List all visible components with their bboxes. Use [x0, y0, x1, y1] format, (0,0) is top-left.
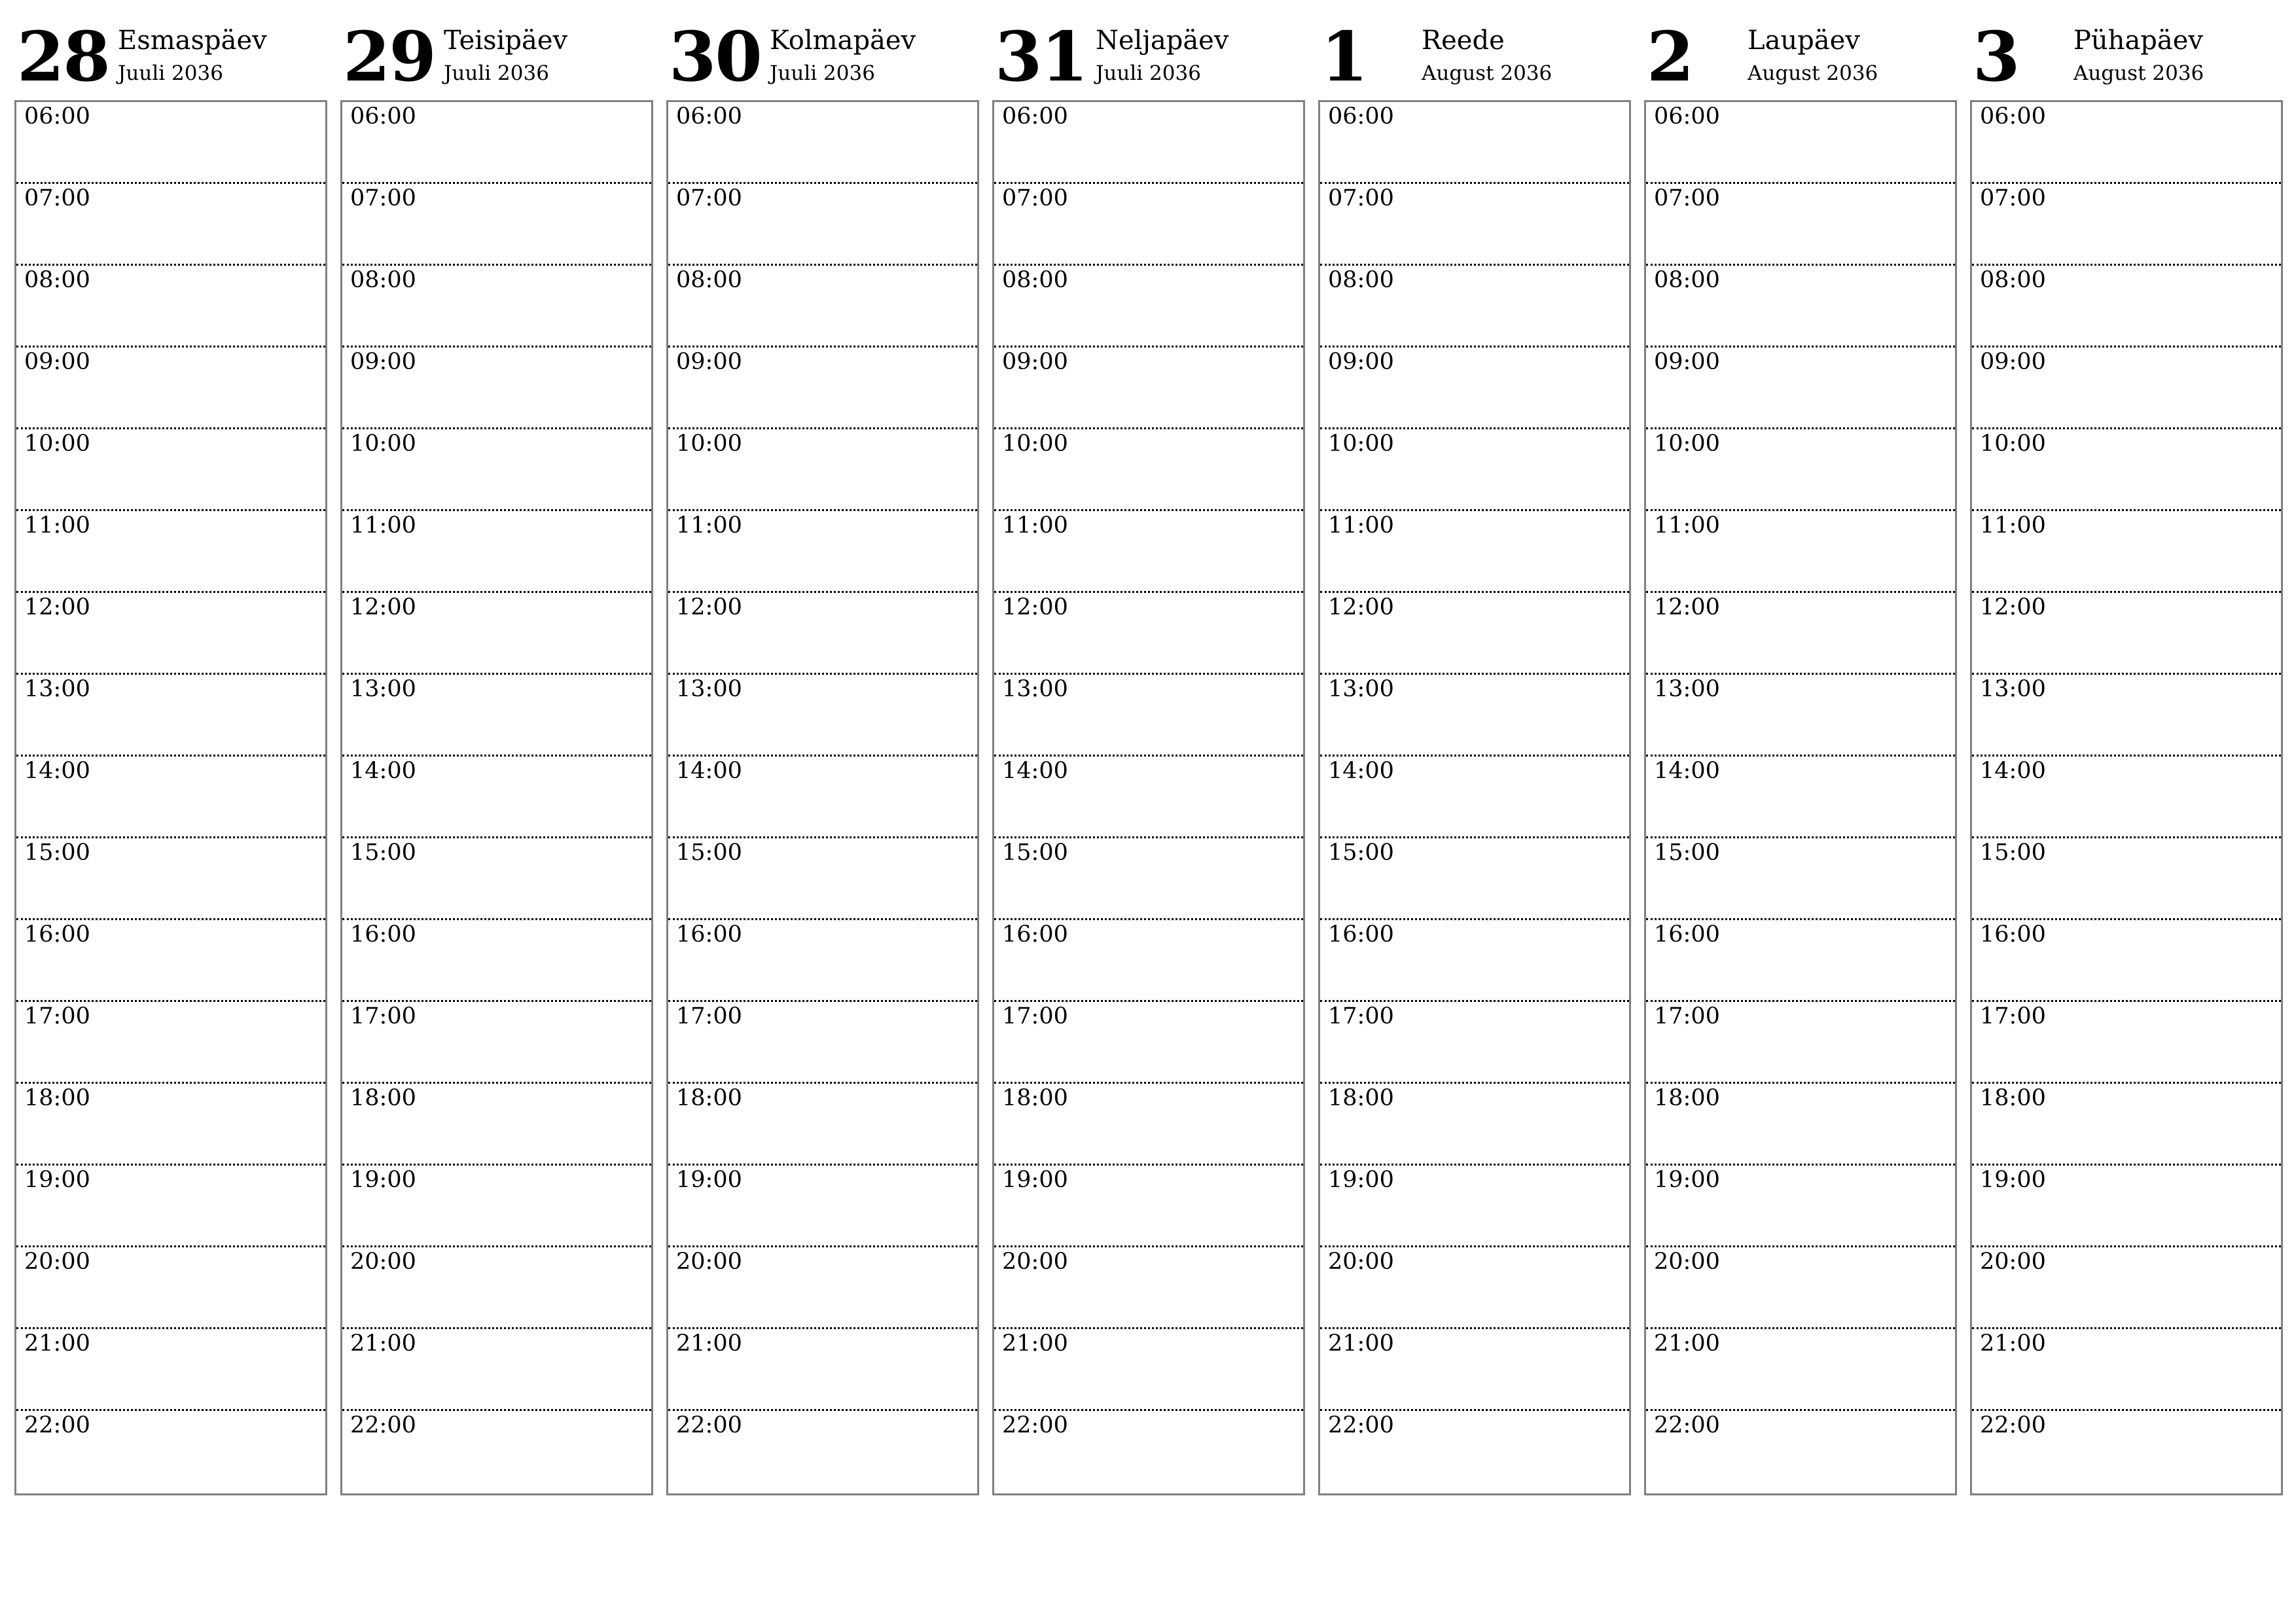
day-number: 1 [1321, 16, 1367, 97]
time-label: 07:00 [676, 185, 742, 211]
weekday-name: Teisipäev [444, 26, 568, 56]
time-label: 22:00 [1980, 1412, 2046, 1438]
time-label: 19:00 [676, 1167, 742, 1193]
time-label: 18:00 [676, 1085, 742, 1111]
weekday-name: Pühapäev [2073, 26, 2204, 56]
time-slot[interactable] [1972, 838, 2281, 920]
time-label: 18:00 [350, 1085, 416, 1111]
day-schedule-box [1318, 100, 1631, 1495]
time-label: 08:00 [1328, 267, 1394, 293]
time-slot[interactable] [16, 838, 325, 920]
time-slot[interactable] [994, 511, 1303, 593]
time-label: 15:00 [1002, 840, 1068, 866]
time-label: 08:00 [1980, 267, 2046, 293]
time-label: 11:00 [350, 512, 416, 539]
time-label: 20:00 [350, 1249, 416, 1275]
time-slot[interactable] [1972, 1002, 2281, 1084]
time-slot[interactable] [994, 1166, 1303, 1247]
time-slot[interactable] [342, 1329, 651, 1411]
time-label: 20:00 [24, 1249, 90, 1275]
time-slot[interactable] [994, 266, 1303, 348]
time-label: 17:00 [24, 1003, 90, 1029]
time-label: 18:00 [1980, 1085, 2046, 1111]
time-label: 14:00 [1002, 758, 1068, 784]
time-label: 17:00 [1328, 1003, 1394, 1029]
time-slot[interactable] [342, 266, 651, 348]
time-slot[interactable] [1972, 1084, 2281, 1166]
time-label: 06:00 [1002, 103, 1068, 130]
time-label: 16:00 [676, 921, 742, 948]
time-label: 09:00 [1654, 349, 1720, 375]
time-label: 20:00 [1980, 1249, 2046, 1275]
time-slot[interactable] [1972, 593, 2281, 675]
day-header [992, 16, 1304, 99]
time-slot[interactable] [342, 1411, 651, 1493]
time-slot[interactable] [1972, 348, 2281, 429]
day-header [1970, 16, 2282, 99]
time-label: 07:00 [1980, 185, 2046, 211]
time-label: 17:00 [1980, 1003, 2046, 1029]
time-label: 16:00 [1328, 921, 1394, 948]
day-header [340, 16, 652, 99]
time-slot[interactable] [994, 838, 1303, 920]
time-slot[interactable] [668, 1329, 977, 1411]
time-slot[interactable] [1646, 1166, 1955, 1247]
weekday-name: Laupäev [1748, 26, 1860, 56]
day-schedule-box [1644, 100, 1957, 1495]
time-slot[interactable] [994, 102, 1303, 184]
time-label: 22:00 [350, 1412, 416, 1438]
day-number: 30 [669, 16, 761, 97]
time-slot[interactable] [1972, 511, 2281, 593]
time-label: 20:00 [1002, 1249, 1068, 1275]
time-label: 12:00 [676, 594, 742, 620]
time-slot[interactable] [668, 184, 977, 266]
time-slot[interactable] [342, 102, 651, 184]
day-schedule-box [1970, 100, 2283, 1495]
time-slot[interactable] [16, 1166, 325, 1247]
time-slot[interactable] [668, 1247, 977, 1329]
time-label: 21:00 [1654, 1330, 1720, 1357]
time-slot[interactable] [668, 838, 977, 920]
time-slot[interactable] [16, 1247, 325, 1329]
day-schedule-box [666, 100, 979, 1495]
time-slot[interactable] [994, 348, 1303, 429]
time-label: 09:00 [350, 349, 416, 375]
day-column [1644, 16, 1956, 1501]
time-slot[interactable] [1646, 348, 1955, 429]
time-label: 19:00 [1654, 1167, 1720, 1193]
time-label: 09:00 [1328, 349, 1394, 375]
time-slot[interactable] [668, 593, 977, 675]
time-slot[interactable] [1972, 1329, 2281, 1411]
time-slot[interactable] [16, 1411, 325, 1493]
time-slot[interactable] [16, 1002, 325, 1084]
time-label: 15:00 [1980, 840, 2046, 866]
time-label: 10:00 [24, 431, 90, 457]
time-label: 12:00 [1328, 594, 1394, 620]
day-schedule-box [340, 100, 653, 1495]
time-label: 22:00 [676, 1412, 742, 1438]
time-slot[interactable] [16, 920, 325, 1002]
time-label: 16:00 [1980, 921, 2046, 948]
time-slot[interactable] [1972, 184, 2281, 266]
day-number: 28 [17, 16, 109, 97]
time-label: 16:00 [1654, 921, 1720, 948]
time-label: 15:00 [676, 840, 742, 866]
time-label: 08:00 [676, 267, 742, 293]
day-column [992, 16, 1304, 1501]
time-slot[interactable] [668, 266, 977, 348]
time-slot[interactable] [1320, 675, 1629, 757]
time-slot[interactable] [994, 1247, 1303, 1329]
time-label: 18:00 [24, 1085, 90, 1111]
time-label: 21:00 [676, 1330, 742, 1357]
time-slot[interactable] [1972, 1411, 2281, 1493]
time-slot[interactable] [16, 266, 325, 348]
time-label: 19:00 [350, 1167, 416, 1193]
time-label: 11:00 [676, 512, 742, 539]
time-label: 10:00 [1002, 431, 1068, 457]
time-label: 16:00 [1002, 921, 1068, 948]
time-slot[interactable] [1646, 920, 1955, 1002]
time-slot[interactable] [342, 757, 651, 838]
time-slot[interactable] [16, 184, 325, 266]
time-label: 17:00 [350, 1003, 416, 1029]
day-header [14, 16, 326, 99]
time-label: 14:00 [676, 758, 742, 784]
day-number: 3 [1973, 16, 2019, 97]
month-year: Juuli 2036 [118, 62, 223, 85]
weekday-name: Neljapäev [1096, 26, 1229, 56]
day-number: 31 [995, 16, 1087, 97]
time-slot[interactable] [342, 920, 651, 1002]
time-label: 16:00 [24, 921, 90, 948]
time-label: 20:00 [1328, 1249, 1394, 1275]
month-year: Juuli 2036 [444, 62, 549, 85]
time-slot[interactable] [342, 675, 651, 757]
time-label: 17:00 [676, 1003, 742, 1029]
time-label: 21:00 [1980, 1330, 2046, 1357]
time-label: 21:00 [24, 1330, 90, 1357]
day-column [1970, 16, 2282, 1501]
time-slot[interactable] [994, 1329, 1303, 1411]
time-label: 14:00 [1654, 758, 1720, 784]
time-slot[interactable] [1320, 838, 1629, 920]
time-label: 20:00 [1654, 1249, 1720, 1275]
time-slot[interactable] [16, 757, 325, 838]
time-slot[interactable] [1972, 102, 2281, 184]
time-slot[interactable] [1972, 429, 2281, 511]
time-label: 06:00 [1328, 103, 1394, 130]
time-label: 18:00 [1002, 1085, 1068, 1111]
day-number: 29 [343, 16, 435, 97]
time-label: 11:00 [1002, 512, 1068, 539]
day-header [1318, 16, 1630, 99]
time-label: 06:00 [24, 103, 90, 130]
time-label: 09:00 [1980, 349, 2046, 375]
time-slot[interactable] [342, 1247, 651, 1329]
time-label: 19:00 [1328, 1167, 1394, 1193]
time-label: 09:00 [1002, 349, 1068, 375]
time-slot[interactable] [1646, 1002, 1955, 1084]
time-label: 21:00 [350, 1330, 416, 1357]
time-label: 19:00 [24, 1167, 90, 1193]
time-slot[interactable] [1320, 511, 1629, 593]
time-slot[interactable] [16, 675, 325, 757]
weekly-planner [14, 16, 2283, 1501]
time-slot[interactable] [994, 429, 1303, 511]
time-label: 08:00 [1654, 267, 1720, 293]
time-slot[interactable] [1646, 1329, 1955, 1411]
time-label: 12:00 [1002, 594, 1068, 620]
time-label: 13:00 [1002, 676, 1068, 702]
weekday-name: Kolmapäev [770, 26, 916, 56]
time-label: 22:00 [1328, 1412, 1394, 1438]
time-slot[interactable] [994, 593, 1303, 675]
time-slot[interactable] [342, 1084, 651, 1166]
time-label: 17:00 [1002, 1003, 1068, 1029]
time-label: 08:00 [1002, 267, 1068, 293]
time-label: 09:00 [676, 349, 742, 375]
time-slot[interactable] [342, 1002, 651, 1084]
time-label: 13:00 [1654, 676, 1720, 702]
time-slot[interactable] [1972, 675, 2281, 757]
time-slot[interactable] [668, 920, 977, 1002]
time-slot[interactable] [1646, 429, 1955, 511]
time-slot[interactable] [1320, 1002, 1629, 1084]
time-slot[interactable] [16, 102, 325, 184]
time-slot[interactable] [1320, 1411, 1629, 1493]
time-slot[interactable] [1320, 1247, 1629, 1329]
time-slot[interactable] [1646, 511, 1955, 593]
time-label: 15:00 [350, 840, 416, 866]
time-slot[interactable] [1320, 348, 1629, 429]
time-slot[interactable] [1646, 593, 1955, 675]
time-label: 10:00 [676, 431, 742, 457]
time-label: 07:00 [24, 185, 90, 211]
time-label: 18:00 [1654, 1085, 1720, 1111]
time-slot[interactable] [1320, 1166, 1629, 1247]
time-label: 20:00 [676, 1249, 742, 1275]
time-label: 07:00 [1654, 185, 1720, 211]
month-year: Juuli 2036 [770, 62, 875, 85]
time-label: 22:00 [24, 1412, 90, 1438]
time-slot[interactable] [342, 1166, 651, 1247]
time-label: 15:00 [1654, 840, 1720, 866]
time-slot[interactable] [668, 102, 977, 184]
time-label: 14:00 [350, 758, 416, 784]
time-label: 19:00 [1002, 1167, 1068, 1193]
time-label: 16:00 [350, 921, 416, 948]
time-label: 08:00 [24, 267, 90, 293]
time-slot[interactable] [1646, 1084, 1955, 1166]
time-slot[interactable] [668, 1084, 977, 1166]
month-year: August 2036 [1748, 62, 1878, 85]
time-slot[interactable] [1972, 1166, 2281, 1247]
time-slot[interactable] [1320, 184, 1629, 266]
time-label: 13:00 [676, 676, 742, 702]
time-label: 06:00 [350, 103, 416, 130]
day-schedule-box [14, 100, 327, 1495]
time-label: 14:00 [1328, 758, 1394, 784]
time-label: 06:00 [676, 103, 742, 130]
time-slot[interactable] [1646, 1411, 1955, 1493]
time-label: 15:00 [1328, 840, 1394, 866]
time-label: 22:00 [1002, 1412, 1068, 1438]
time-slot[interactable] [668, 757, 977, 838]
time-slot[interactable] [342, 838, 651, 920]
time-label: 19:00 [1980, 1167, 2046, 1193]
time-slot[interactable] [1320, 1329, 1629, 1411]
time-label: 11:00 [1980, 512, 2046, 539]
day-column [666, 16, 978, 1501]
time-label: 12:00 [24, 594, 90, 620]
time-label: 13:00 [24, 676, 90, 702]
time-slot[interactable] [668, 429, 977, 511]
time-label: 22:00 [1654, 1412, 1720, 1438]
month-year: August 2036 [1422, 62, 1552, 85]
time-slot[interactable] [1646, 757, 1955, 838]
time-slot[interactable] [1646, 184, 1955, 266]
time-label: 10:00 [350, 431, 416, 457]
weekday-name: Reede [1422, 26, 1505, 56]
time-slot[interactable] [16, 593, 325, 675]
time-slot[interactable] [994, 1002, 1303, 1084]
time-slot[interactable] [342, 429, 651, 511]
time-slot[interactable] [1972, 757, 2281, 838]
day-column [340, 16, 652, 1501]
time-slot[interactable] [1972, 1247, 2281, 1329]
time-slot[interactable] [1320, 102, 1629, 184]
time-slot[interactable] [668, 1002, 977, 1084]
time-slot[interactable] [1320, 757, 1629, 838]
time-slot[interactable] [1972, 266, 2281, 348]
time-slot[interactable] [994, 1411, 1303, 1493]
day-header [1644, 16, 1956, 99]
time-slot[interactable] [1646, 266, 1955, 348]
time-slot[interactable] [668, 675, 977, 757]
time-slot[interactable] [342, 348, 651, 429]
time-slot[interactable] [342, 184, 651, 266]
time-label: 18:00 [1328, 1085, 1394, 1111]
time-label: 10:00 [1654, 431, 1720, 457]
time-label: 12:00 [1980, 594, 2046, 620]
weekday-name: Esmaspäev [118, 26, 267, 56]
month-year: Juuli 2036 [1096, 62, 1201, 85]
time-label: 06:00 [1654, 103, 1720, 130]
time-slot[interactable] [1320, 266, 1629, 348]
time-slot[interactable] [1320, 1084, 1629, 1166]
time-slot[interactable] [16, 511, 325, 593]
time-label: 10:00 [1328, 431, 1394, 457]
day-number: 2 [1647, 16, 1693, 97]
month-year: August 2036 [2073, 62, 2204, 85]
time-label: 07:00 [1328, 185, 1394, 211]
time-label: 15:00 [24, 840, 90, 866]
time-slot[interactable] [1972, 920, 2281, 1002]
day-column [1318, 16, 1630, 1501]
time-label: 17:00 [1654, 1003, 1720, 1029]
time-slot[interactable] [16, 429, 325, 511]
time-label: 09:00 [24, 349, 90, 375]
time-label: 21:00 [1328, 1330, 1394, 1357]
time-slot[interactable] [342, 511, 651, 593]
time-slot[interactable] [16, 348, 325, 429]
time-label: 21:00 [1002, 1330, 1068, 1357]
time-label: 10:00 [1980, 431, 2046, 457]
day-column [14, 16, 326, 1501]
time-slot[interactable] [994, 184, 1303, 266]
time-slot[interactable] [1646, 675, 1955, 757]
time-slot[interactable] [1320, 429, 1629, 511]
time-label: 06:00 [1980, 103, 2046, 130]
time-slot[interactable] [1320, 593, 1629, 675]
time-slot[interactable] [1646, 838, 1955, 920]
time-label: 12:00 [1654, 594, 1720, 620]
time-slot[interactable] [994, 757, 1303, 838]
time-label: 13:00 [1980, 676, 2046, 702]
time-slot[interactable] [1320, 920, 1629, 1002]
time-slot[interactable] [668, 348, 977, 429]
time-slot[interactable] [342, 593, 651, 675]
time-label: 14:00 [1980, 758, 2046, 784]
time-label: 07:00 [1002, 185, 1068, 211]
time-slot[interactable] [994, 920, 1303, 1002]
time-label: 11:00 [1654, 512, 1720, 539]
time-label: 08:00 [350, 267, 416, 293]
time-slot[interactable] [668, 1411, 977, 1493]
time-slot[interactable] [16, 1084, 325, 1166]
time-label: 13:00 [350, 676, 416, 702]
time-slot[interactable] [1646, 102, 1955, 184]
time-label: 11:00 [24, 512, 90, 539]
time-label: 13:00 [1328, 676, 1394, 702]
day-schedule-box [992, 100, 1305, 1495]
day-header [666, 16, 978, 99]
time-label: 07:00 [350, 185, 416, 211]
time-slot[interactable] [668, 511, 977, 593]
time-slot[interactable] [994, 1084, 1303, 1166]
time-label: 11:00 [1328, 512, 1394, 539]
time-label: 14:00 [24, 758, 90, 784]
time-label: 12:00 [350, 594, 416, 620]
time-slot[interactable] [1646, 1247, 1955, 1329]
time-slot[interactable] [668, 1166, 977, 1247]
time-slot[interactable] [16, 1329, 325, 1411]
time-slot[interactable] [994, 675, 1303, 757]
